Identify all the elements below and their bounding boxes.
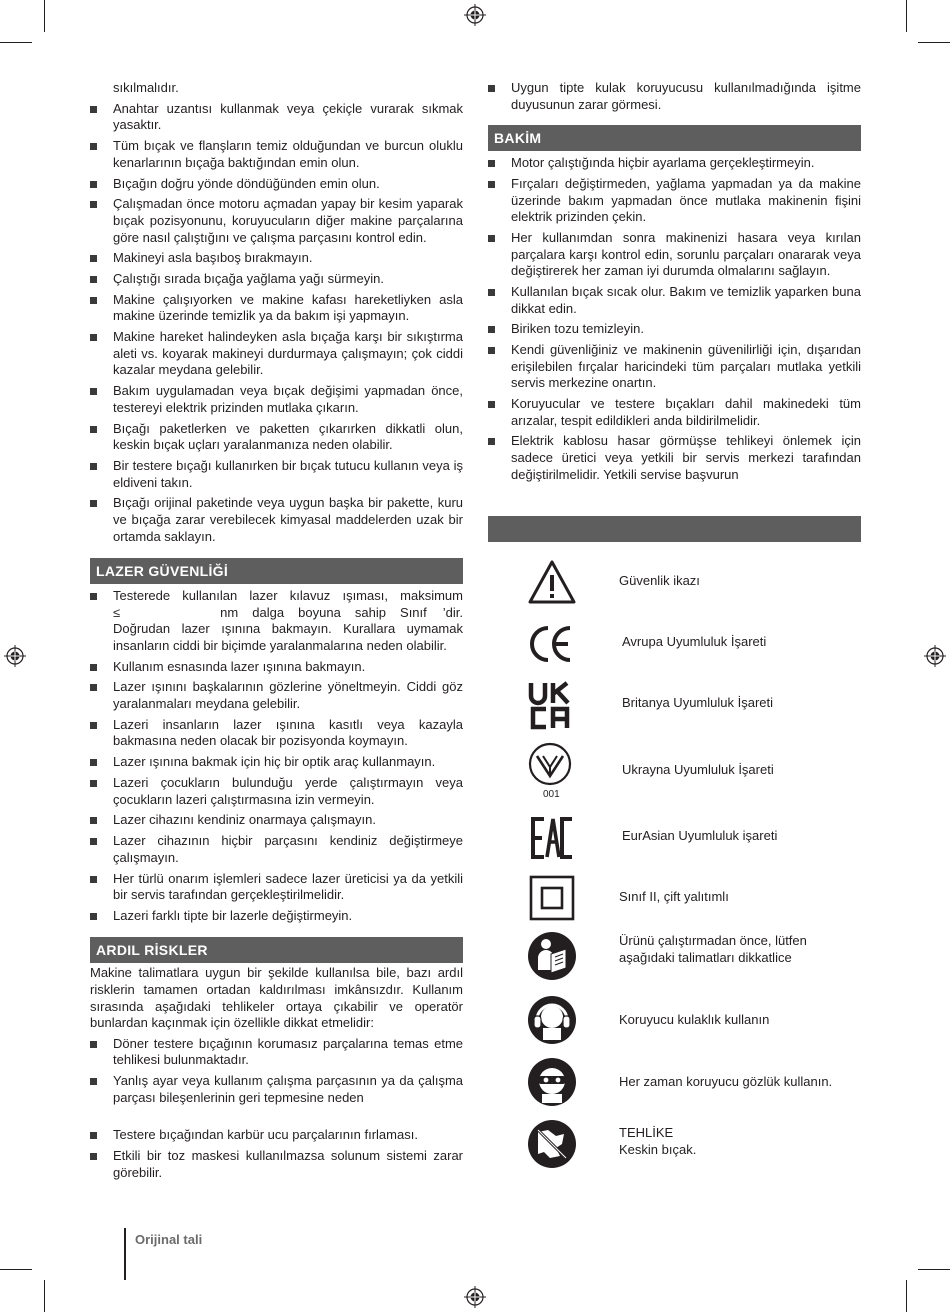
symbol-row-read-manual: [488, 930, 861, 990]
laser-safety-list: [90, 588, 463, 924]
footer-text: Orijinal tali: [135, 1232, 203, 1247]
list-item: Lazeri farklı tipte bir lazerle değiştirmeyin.: [90, 908, 463, 925]
list-item: Yanlış ayar veya kullanım çalışma parçasının ya da çalışma parçası bileşenlerinin geri tepmesine neden: [90, 1073, 463, 1106]
symbol-row-eac: [488, 812, 861, 872]
crop-mark: [0, 1269, 32, 1270]
symbol-label: Koruyucu kulaklık kullanın: [619, 1012, 770, 1027]
section-heading-residual-risks: ARDIL RİSKLER: [90, 937, 463, 963]
symbol-label: [619, 1125, 696, 1158]
list-item: Biriken tozu temizleyin.: [488, 321, 861, 338]
laser-spec-wavelength: nm dalga boyuna sahip Sınıf: [220, 604, 427, 620]
laser-spec-symbol: ≤: [113, 604, 121, 620]
list-item: Makine çalışıyorken ve makine kafası hareketliyken asla makine üzerinde temizlik ya da bakım işi yapmayın.: [90, 292, 463, 325]
list-item: Çalışmadan önce motoru açmadan yapay bir kesim yaparak bıçak pozisyonunu, koruyucuların diğer makine parçalarına göre nasıl çalıştığını ve çalışma parçasını kontrol edin.: [90, 196, 463, 246]
symbol-row-warning: [488, 558, 861, 618]
symbol-row-ce: [488, 616, 861, 676]
list-item: Lazer ışınını başkalarının gözlerine yöneltmeyin. Ciddi göz yaralanmaları meydana gelebilir.: [90, 679, 463, 712]
list-item: Kullanım esnasında lazer ışınına bakmayın.: [90, 659, 463, 676]
list-item: Kendi güvenliğiniz ve makinenin güvenilirliği için, dışarıdan erişilebilen fırçalar haricindeki tüm parçaları mutlaka yetkili servis merkezine onartın.: [488, 342, 861, 392]
symbol-label-line: Ürünü çalıştırmadan önce, lütfen: [619, 933, 807, 948]
section-heading-symbols: [488, 516, 861, 542]
list-item: Çalıştığı sırada bıçağa yağlama yağı sürmeyin.: [90, 271, 463, 288]
hazard-list: [488, 80, 861, 113]
symbol-label: Her zaman koruyucu gözlük kullanın.: [619, 1074, 833, 1089]
list-item: Bir testere bıçağı kullanırken bir bıçak tutucu kullanın veya iş eldiveni takın.: [90, 458, 463, 491]
list-item: Lazeri insanların lazer ışınına kasıtlı veya kazayla bakmasına neden olacak bir pozisyonda koymayın.: [90, 717, 463, 750]
list-item: Etkili bir toz maskesi kullanılmazsa solunum sistemi zarar görebilir.: [90, 1148, 463, 1181]
eye-protection-icon: [526, 1056, 578, 1108]
list-item: Her kullanımdan sonra makinenizi hasara veya kırılan parçalara karşı kontrol edin, sorunlu parçaları onararak veya değiştirerek her zaman iyi durumda olmalarını sağlayın.: [488, 230, 861, 280]
list-item: Bakım uygulamadan veya bıçak değişimi yapmadan önce, testereyi elektrik prizinden mutlaka çıkarın.: [90, 383, 463, 416]
list-item: Testere bıçağından karbür ucu parçalarının fırlaması.: [90, 1127, 463, 1144]
list-item: Anahtar uzantısı kullanmak veya çekiçle vurarak sıkmak yasaktır.: [90, 101, 463, 134]
list-item: Tüm bıçak ve flanşların temiz olduğundan ve burcun oluklu kenarlarının bıçağa baktığından emin olun.: [90, 138, 463, 171]
laser-spec-line: [113, 605, 463, 622]
sharp-blade-danger-icon: [526, 1118, 578, 1170]
double-insulation-icon: [526, 872, 578, 924]
list-item: Fırçaları değiştirmeden, yağlama yapmadan ya da makine üzerinde bakım yapmadan önce mutlaka makinenin fişini elektrik prizinden çekin.: [488, 176, 861, 226]
list-item: Döner testere bıçağının korumasız parçalarına temas etme tehlikesi bulunmaktadır.: [90, 1036, 463, 1069]
eac-mark-icon: [526, 812, 578, 864]
symbol-row-ear-protection: [488, 994, 861, 1054]
left-column: [90, 80, 463, 1186]
list-item: Koruyucular ve testere bıçakları dahil makinedeki tüm arızalar, tespit edildikleri anda bildirilmelidir.: [488, 396, 861, 429]
read-manual-icon: [526, 930, 578, 982]
crop-mark: [906, 0, 907, 32]
symbol-row-ukca: [488, 678, 861, 738]
crop-mark: [44, 0, 45, 32]
list-item: Lazer cihazının hiçbir parçasını kendiniz değiştirmeye çalışmayın.: [90, 833, 463, 866]
warning-triangle-icon: [526, 558, 578, 610]
laser-spec-line: Testerede kullanılan lazer kılavuz ışıması, maksimum: [113, 588, 463, 604]
laser-warning-text: Doğrudan lazer ışınına bakmayın. Kurallara uymamak insanların ciddi bir biçimde yaralanmalarına neden olabilir.: [113, 621, 463, 653]
registration-mark-icon: [464, 1286, 486, 1308]
list-item: Kullanılan bıçak sıcak olur. Bakım ve temizlik yaparken buna dikkat edin.: [488, 284, 861, 317]
symbol-label: EurAsian Uyumluluk işareti: [622, 828, 778, 843]
symbol-label: Ukrayna Uyumluluk İşareti: [622, 762, 774, 777]
symbol-row-sharp-blade: [488, 1118, 861, 1178]
residual-risks-list: [90, 1036, 463, 1182]
list-item: Her türlü onarım işlemleri sadece lazer üreticisi ya da yetkili bir servis tarafından gerçekleştirilmelidir.: [90, 871, 463, 904]
ce-mark-icon: [526, 618, 578, 670]
list-item: Uygun tipte kulak koruyucusu kullanılmadığında işitme duyusunun zarar görmesi.: [488, 80, 861, 113]
list-item: Bıçağı paketlerken ve paketten çıkarırken dikkatli olun, keskin bıçak uçları yaralanmanıza neden olabilir.: [90, 421, 463, 454]
list-item: Lazeri çocukların bulunduğu yerde çalıştırmayın veya çocukların lazeri çalıştırmasına izin vermeyin.: [90, 775, 463, 808]
symbol-label-line: TEHLİKE: [619, 1125, 674, 1140]
crop-mark: [918, 42, 950, 43]
symbol-label: [619, 933, 807, 966]
list-item: Bıçağı orijinal paketinde veya uygun başka bir pakette, kuru ve bıçağa zarar verebilecek kimyasal maddelerden uzak bir ortamda saklayın.: [90, 495, 463, 545]
symbol-label-line: Keskin bıçak.: [619, 1141, 697, 1157]
symbol-label: Britanya Uyumluluk İşareti: [622, 695, 773, 710]
ukraine-mark-code: 001: [543, 789, 560, 800]
crop-mark: [918, 1269, 950, 1270]
section-heading-maintenance: BAKİM: [488, 125, 861, 151]
list-item: Makine hareket halindeyken asla bıçağa karşı bir sıkıştırma aleti vs. koyarak makineyi durdurmaya çalışmayın; çok ciddi kazalar meydana gelebilir.: [90, 329, 463, 379]
ear-protection-icon: [526, 994, 578, 1046]
list-item: Lazer ışınına bakmak için hiç bir optik araç kullanmayın.: [90, 754, 463, 771]
safety-instructions-list: [90, 80, 463, 545]
list-item: Makineyi asla başıboş bırakmayın.: [90, 250, 463, 267]
symbol-label: Avrupa Uyumluluk İşareti: [622, 634, 767, 649]
symbol-row-ukraine: [488, 740, 861, 800]
symbol-row-eye-protection: [488, 1056, 861, 1116]
section-heading-laser-safety: LAZER GÜVENLİĞİ: [90, 558, 463, 584]
crop-mark: [906, 1280, 907, 1312]
laser-spec-class: ’dir.: [442, 604, 463, 620]
crop-mark: [44, 1280, 45, 1312]
registration-mark-icon: [4, 645, 26, 667]
list-item: Lazer cihazını kendiniz onarmaya çalışmayın.: [90, 812, 463, 829]
footer-divider: [124, 1228, 126, 1280]
list-item: Elektrik kablosu hasar görmüşse tehlikeyi önlemek için sadece üretici veya yetkili bir servis merkezi tarafından değiştirilmelidir. Yetkili servise başvurun: [488, 433, 861, 483]
symbol-label-line: aşağıdaki talimatları dikkatlice: [619, 949, 792, 965]
list-item: Motor çalıştığında hiçbir ayarlama gerçekleştirmeyin.: [488, 155, 861, 172]
registration-mark-icon: [464, 4, 486, 26]
right-column: [488, 80, 861, 487]
list-item: Bıçağın doğru yönde döndüğünden emin olun.: [90, 176, 463, 193]
crop-mark: [0, 42, 32, 43]
residual-risks-intro: Makine talimatlara uygun bir şekilde kullanılsa bile, bazı ardıl risklerin tamamen ortadan kaldırılması imkânsızdır. Kullanım sırasında aşağıdaki tehlikeler ortaya çıkabilir ve operatör bunlardan kaçınmak için özellikle dikkat etmelidir:: [90, 965, 463, 1031]
symbol-label: Sınıf II, çift yalıtımlı: [619, 889, 729, 904]
list-item: [90, 588, 463, 654]
registration-mark-icon: [924, 645, 946, 667]
ukca-mark-icon: [526, 680, 578, 732]
symbol-row-class-ii: [488, 872, 861, 932]
symbol-label: Güvenlik ikazı: [619, 573, 700, 588]
maintenance-list: [488, 155, 861, 483]
list-item: sıkılmalıdır.: [113, 80, 179, 95]
